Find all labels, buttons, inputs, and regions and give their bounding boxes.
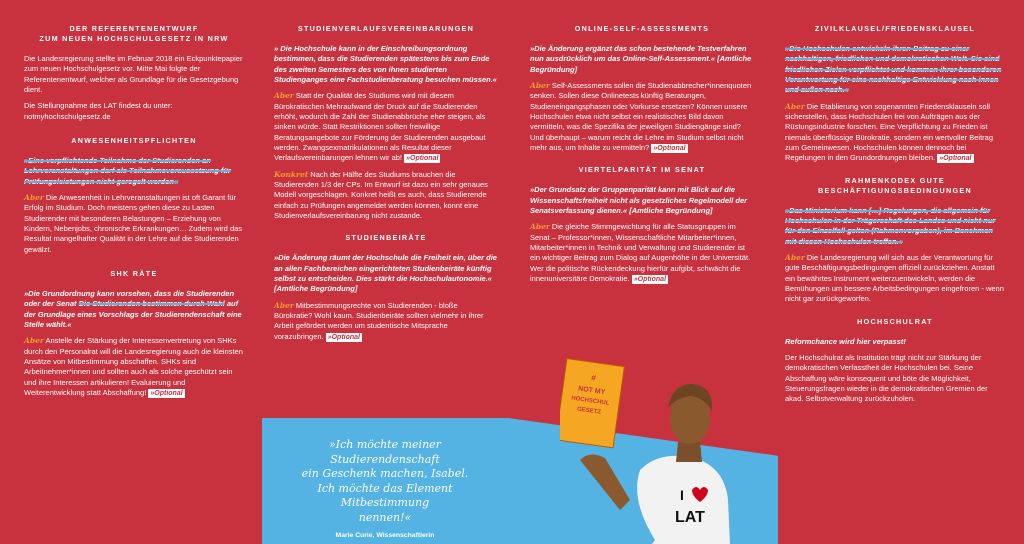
aber-tag: Aber [274,91,294,101]
argument-paragraph [24,336,244,398]
quote-line: Ich möchte das Element Mitbestimmung [317,481,453,510]
section-title-shk-raete: SHK RÄTE [110,268,158,278]
shirt-text: LAT [675,509,705,526]
section-title-studienbeiraete: STUDIENBEIRÄTE [345,233,427,243]
konkret-tag: Konkret [274,169,309,179]
column-1 [24,18,244,404]
quote-line: »Ich möchte meiner Studierendenschaft [329,438,441,466]
argument-paragraph [24,193,244,255]
statue-illustration [560,350,770,544]
argument-text: Die Etablierung von sogenannten Friedensklauseln soll sicherstellen, dass Hochschulen frei von Aufträgen aus der Rüstungsindustrie forschen. Eine Verpflichtung zu Frieden ist niemals überflüssige Bürokratie, sondern ein wertvoller Beitrag zum Gemeinwesen. Hochschulen können dennoch bei Regelungen in den Grundordnungen bleiben. [785,101,994,163]
aber-tag: Aber [24,192,44,202]
section-title-hochschulrat: HOCHSCHULRAT [857,316,933,326]
argument-text: Die Anwesenheit in Lehrveranstaltungen ist oft Garant für Erfolg im Studium. Doch meistens gehen diese zu Lasten Studierender mit besonderen Belastungen – Erziehung von Kindern, Nebenjobs, chronische Erkrankungen… Zudem wird das Resultat mangelhafter Qualität in der Lehre auf die Studierenden gewälzt. [24,192,243,254]
struck-text: Die Studierenden bestimmen durch Wahl [78,299,225,309]
argument-text: Statt der Qualität des Studiums wird mit diesem Bürokratischen Mehraufwand der Druck auf die Studierenden erhöht, wodurch die Zahl der Studienabbrüche eher steigen, als sinken würde. Statt Restriktionen sollten freiwillige Beratungsangebote zur Förderung der Studierenden ausgebaut werden. Zwangsexmatrikulationen als Resultat dieser Verlaufsvereinbarungen lehnen wir ab! [274,91,486,163]
argument-text: Mitbestimmungsrechte von Studierenden - bloße Bürokratie? Wohl kaum. Studienbeiräte sollten vielmehr in ihrer Arbeit gefördert werden um studentische Mitsprache vorazubringen. [274,300,484,341]
optional-badge: »Optional [406,155,439,163]
quote-text: »Die Grundordnung kann vorsehen, dass die Studierenden oder der Senat [24,288,235,309]
optional-badge: »Optional [150,390,183,397]
struck-quote: »Eine verpflichtende Teilnahme der Studierenden an Lehrveranstaltungen darf als Teilnahmevoraussetzung für Prüfungsleistungen nicht geregelt werden« [24,155,231,186]
book-title: NOT MY [577,385,606,397]
quote-author: Marie Curie, Wissenschaftlerin [335,532,435,540]
argument-text: Anstelle der Stärkung der Interessenvertretung von SHKs durch den Personalrat will die Landesregierung auch die kleinsten Ansätze von Mitbestimmung abschaffen. SHKs sind Arbeitnehmer*innen und sollten auch als solche geschützt sein und ihre Interessen artikulieren! Evaluierung und Weiterentwicklung statt Abschaffung! [24,336,243,397]
argument-text: Die gleiche Stimmgewichtung für alle Statusgruppen im Senat – Professor*innen, Wissenschaftliche Mitarbeiter*innen, Mitarbeiter*innen in Technik und Verwaltung und Studierender ist ein wichtiger Beitrag zum Dialog auf Augenhöhe in der Universität. Wer die politische Rückendeckung hierfür aufgibt, schwächt die innenuniversitäre Demokratie. [530,222,751,284]
aber-tag: Aber [785,252,805,262]
section-title-rahmenkodex [785,176,1005,196]
aber-tag: Aber [785,101,805,111]
paragraph: Die Stellungnahme des LAT findest du unter: notmyhochschulgesetz.de [24,101,173,121]
statue-arm [580,454,630,510]
aber-tag: Aber [530,80,550,90]
quote-line: nennen!« [358,510,412,524]
argument-paragraph [530,81,754,153]
argument-text: Nach der Hälfte des Studiums brauchen die Studierenden 1/3 der CPs. Im Entwurf ist dazu ein sehr genaues Modell vorgeschlagen. Konkret heißt es auch, dass Studierende einfach zu Prüfungen angemeldet werden können, konnt eine Studienverlaufsvereinbarung nicht zustande. [274,169,488,221]
marie-curie-quote-box [262,418,508,544]
argument-paragraph [274,301,498,342]
quote: »Die Änderung räumt der Hochschule die Freiheit ein, über die an allen Fachbereichen eingerichteten Studienbeiräte künftig selbst zu entscheiden. Dies stärkt die Hochschulautonomie.« [Amtliche Begründung] [274,253,497,294]
section-title-viertelparitaet: VIERTELPARITÄT IM SENAT [578,165,706,175]
subheading: Reformchance wird hier verpasst! [785,336,906,346]
optional-badge: »Optional [327,333,360,341]
optional-badge: »Optional [653,145,686,153]
aber-tag: Aber [274,300,294,310]
struck-quote: »Die Hochschulen entwickeln ihren Beitrag zu einer nachhaltigen, friedlichen und demokratischen Welt. Sie sind friedlichen Zielen verpflichtet und kommen ihrer besonderen Verantwortung für eine nachhaltige Entwicklung nach innen und außen nach.« [785,43,1002,95]
section-title-zivilklausel: ZIVILKLAUSEL/FRIEDENSKLAUSEL [814,24,976,33]
quote: »Der Grundsatz der Gruppenparität kann mit Blick auf die Wissenschaftsfreiheit nicht als gesetzliches Regelmodell der Senatsverfassung dienen.« [Amtliche Begründung] [530,185,748,215]
argument-paragraph [785,102,1005,164]
quote-text [274,438,496,525]
column-4 [785,18,1005,411]
title-line: RAHMENKODEX GUTE [845,175,945,185]
argument-paragraph [785,253,1005,305]
title-line: ZUM NEUEN HOCHSCHULGESETZ IN NRW [39,33,229,43]
book-title: HOCHSCHUL [570,395,610,407]
quote-line: ein Geschenk machen, Isabel. [301,467,469,481]
quote: » Die Hochschule kann in der Einschreibungsordnung bestimmen, dass die Studierenden spätestens bis zum Ende des zweiten Semesters des von ihnen studierten Studienganges eine Fachstudienberatung besuchen müssen.« [274,43,497,84]
argument-paragraph [274,170,498,222]
argument-paragraph [274,91,498,163]
statue-neck [676,442,702,462]
optional-badge: »Optional [633,276,667,284]
optional-badge: »Optional [939,155,972,163]
column-3 [530,18,754,290]
struck-quote: »Das Ministerium kann […] Regelungen, die allgemein für Hochschulen in der Trägerschaft des Landes und nicht nur für den Einzelfall gelten (Rahmenvorgaben), im Benehmen mit diesen Hochschulen treffen.« [785,205,996,246]
section-title-anwesenheitspflichten: ANWESENHEITSPFLICHTEN [71,135,197,145]
paragraph: Der Hochschulrat als Institution trägt nicht zur Stärkung der demokratischen Verfasstheit der Hochschulen bei. Seine Abschaffung wäre konsequent und böte die Möglichkeit, Steuerungsfragen wieder in die demokratischen Gremien der akad. Selbstverwaltung zurückzuholen. [785,352,988,404]
column-2 [274,18,498,348]
quote [24,289,244,330]
quote-text: auf der Grundlage eines Vorschlags der Studierendenschaft eine Stelle wählt.« [24,299,242,329]
quote: »Die Änderung ergänzt das schon bestehende Testverfahren nun ausdrücklich um das Online-Self-Assessment.« [Amtliche Begründung] [530,43,752,74]
argument-text: Self-Assessments sollen die Studienabbrecher*innenquoten senken. Sollen diese Onlinetests künftig Beratungen, Studieneingangsphasen oder Vorkurse ersetzen? Können unsere Hochschulen etwa nicht selbst ein realistisches Bild davon vermitteln, was die Spezifika der jeweiligen Studiengänge sind? Und überhaupt – warum reicht die Lehre im Studium selbst nicht mehr aus, um Inhalte zu vermitteln? [530,80,752,153]
argument-text: Die Landesregierung will sich aus der Verantwortung für gute Beschäftigungsbedingungen offiziell zurückziehen. Anstatt ein bewährtes Instrument weiterzuentwickeln, werden die Bemühungen um bessere Arbeitsbedingungen eingefroren - wenn nicht gar zurückgeworfen. [785,252,1004,304]
aber-tag: Aber [24,336,44,346]
book-title: GESETZ [576,406,602,416]
title-line: BESCHÄFTIGUNGSBEDINGUNGEN [818,185,972,195]
aber-tag: Aber [530,222,550,232]
book [560,359,624,448]
argument-paragraph [530,222,754,284]
title-line: DER REFERENTENENTWURF [69,24,199,33]
shirt-text: I [680,487,684,503]
section-title-studienverlauf: STUDIENVERLAUFSVEREINBARUNGEN [297,24,475,33]
book-title: # [590,373,597,383]
section-title-online-self-assessments: ONLINE-SELF-ASSESSMENTS [574,24,710,33]
section-title-referentenentwurf [24,24,244,44]
paragraph: Die Landesregierung stellte im Februar 2018 ein Eckpunktepapier zum neuen Hochschulgesetz vor. Mitte Mai folgte der Referentenentwurf, welcher als Grundlage für die Gesetzgebung dient. [24,53,243,94]
